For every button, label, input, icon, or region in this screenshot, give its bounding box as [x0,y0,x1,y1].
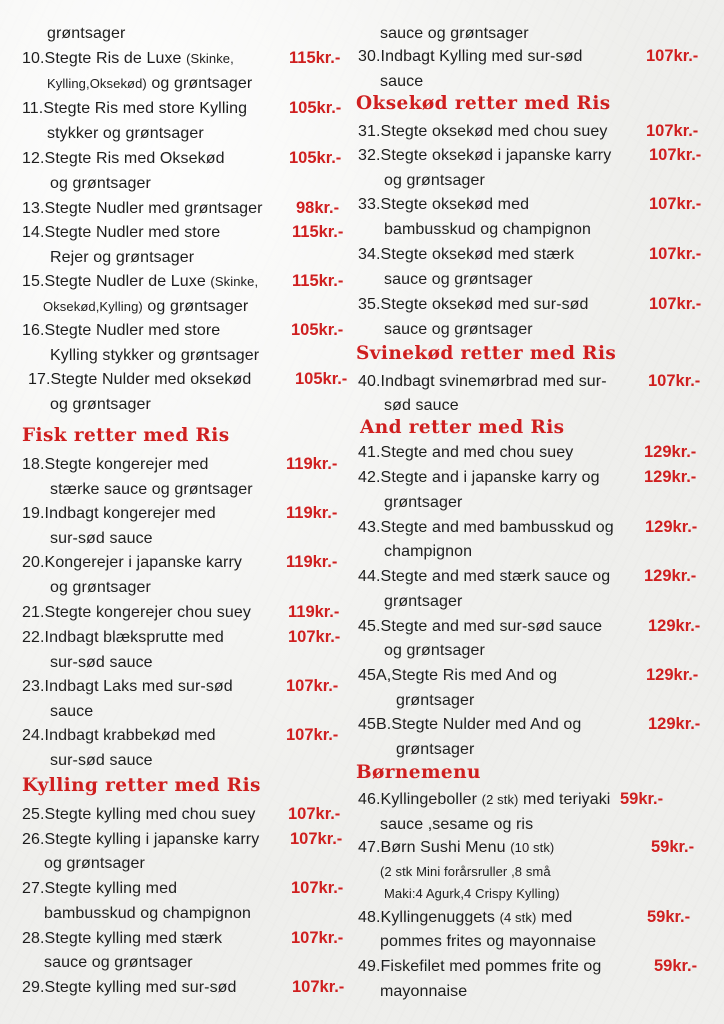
item-text: med [536,909,573,926]
menu-item-line: grøntsager [47,25,126,42]
section-heading-svinekod: Svinekød retter med Ris [356,343,617,364]
price-31: 107kr.- [646,122,699,140]
price-45a: 129kr.- [646,666,699,684]
menu-item-42-line2: grøntsager [384,494,463,511]
menu-item-22-line2: sur-sød sauce [50,654,153,671]
menu-item-47-note2: Maki:4 Agurk,4 Crispy Kylling) [384,886,560,901]
price-20: 119kr.- [286,553,338,571]
menu-item-19-line2: sur-sød sauce [50,530,153,547]
price-21: 119kr.- [288,603,340,621]
menu-item-27: 27.Stegte kylling med [22,880,178,897]
menu-item-30-line2: sauce [380,73,424,90]
price-30: 107kr.- [646,47,699,65]
menu-item-13: 13.Stegte Nudler med grøntsager [22,200,263,217]
menu-item-43-line2: champignon [384,543,473,560]
menu-item-33: 33.Stegte oksekød med [358,196,530,213]
menu-item-18-line2: stærke sauce og grøntsager [50,481,253,498]
menu-item-42: 42.Stegte and i japanske karry og [358,469,600,486]
item-text: 48.Kyllingenuggets [358,909,500,926]
item-text: og grøntsager [142,298,249,315]
menu-item-23: 23.Indbagt Laks med sur-sød [22,678,233,695]
menu-item-25: 25.Stegte kylling med chou suey [22,806,256,823]
price-19: 119kr.- [286,504,338,522]
item-note: (4 stk) [499,910,537,925]
menu-item-14: 14.Stegte Nudler med store [22,224,221,241]
price-24: 107kr.- [286,726,339,744]
price-16: 105kr.- [291,321,344,339]
item-text: 10.Stegte Ris de Luxe [22,50,187,67]
menu-item-18: 18.Stegte kongerejer med [22,456,209,473]
price-40: 107kr.- [648,372,701,390]
menu-item-21: 21.Stegte kongerejer chou suey [22,604,251,621]
price-14: 115kr.- [292,223,344,241]
price-17: 105kr.- [295,370,348,388]
price-35: 107kr.- [649,295,702,313]
price-45b: 129kr.- [648,715,701,733]
price-29: 107kr.- [292,978,345,996]
menu-item-17-line2: og grøntsager [50,396,151,413]
menu-item-43: 43.Stegte and med bambusskud og [358,519,614,536]
price-13: 98kr.- [296,199,340,217]
item-text: 15.Stegte Nudler de Luxe [22,273,211,290]
menu-item-40-line2: sød sauce [384,397,459,414]
menu-item-41: 41.Stegte and med chou suey [358,444,574,461]
menu-item-29: 29.Stegte kylling med sur-sød [22,979,237,996]
menu-item-line: sauce og grøntsager [380,25,529,42]
menu-item-10 [22,49,234,68]
item-text: 47.Børn Sushi Menu [358,839,511,856]
price-18: 119kr.- [286,455,338,473]
menu-item-15 [22,272,258,291]
price-28: 107kr.- [291,929,344,947]
item-text: 46.Kyllingeboller [358,791,482,808]
price-26: 107kr.- [290,830,343,848]
price-23: 107kr.- [286,677,339,695]
price-46: 59kr.- [620,790,664,808]
price-42: 129kr.- [644,468,697,486]
menu-item-44: 44.Stegte and med stærk sauce og [358,568,611,585]
menu-item-44-line2: grøntsager [384,593,463,610]
price-34: 107kr.- [649,245,702,263]
menu-item-46 [358,790,610,809]
menu-item-26: 26.Stegte kylling i japanske karry [22,831,260,848]
price-45: 129kr.- [648,617,701,635]
menu-item-45a-line2: grøntsager [396,692,475,709]
menu-item-12: 12.Stegte Ris med Oksekød [22,150,225,167]
item-note: (Skinke, [210,274,259,289]
menu-item-11: 11.Stegte Ris med store Kylling [22,100,248,117]
price-44: 129kr.- [644,567,697,585]
menu-item-33-line2: bambusskud og champignon [384,221,591,238]
price-41: 129kr.- [644,443,697,461]
price-32: 107kr.- [649,146,702,164]
menu-item-23-line2: sauce [50,703,94,720]
menu-item-20: 20.Kongerejer i japanske karry [22,554,243,571]
menu-item-32: 32.Stegte oksekød i japanske karry [358,147,612,164]
item-note: (2 stk) [481,792,519,807]
section-heading-bornemenu: Børnemenu [356,762,481,783]
item-text: og grøntsager [146,75,253,92]
menu-item-31: 31.Stegte oksekød med chou suey [358,123,608,140]
menu-item-32-line2: og grøntsager [384,172,485,189]
menu-item-12-line2: og grøntsager [50,175,151,192]
menu-item-45: 45.Stegte and med sur-sød sauce [358,618,603,635]
menu-item-34: 34.Stegte oksekød med stærk [358,246,575,263]
menu-item-46-line2: sauce ,sesame og ris [380,816,534,833]
menu-item-34-line2: sauce og grøntsager [384,271,533,288]
price-15: 115kr.- [292,272,344,290]
section-heading-oksekod: Oksekød retter med Ris [356,93,611,114]
menu-item-35: 35.Stegte oksekød med sur-sød [358,296,589,313]
menu-item-28: 28.Stegte kylling med stærk [22,930,223,947]
menu-item-15-line2 [43,297,248,316]
menu-item-20-line2: og grøntsager [50,579,151,596]
price-11: 105kr.- [289,99,342,117]
price-48: 59kr.- [647,908,691,926]
menu-item-24: 24.Indbagt krabbekød med [22,727,216,744]
price-43: 129kr.- [645,518,698,536]
price-25: 107kr.- [288,805,341,823]
menu-item-16: 16.Stegte Nudler med store [22,322,221,339]
menu-item-35-line2: sauce og grøntsager [384,321,533,338]
menu-item-47 [358,838,554,857]
menu-item-45b-line2: grøntsager [396,741,475,758]
menu-item-17: 17.Stegte Nulder med oksekød [28,371,252,388]
price-47: 59kr.- [651,838,695,856]
price-22: 107kr.- [288,628,341,646]
menu-item-45-line2: og grøntsager [384,642,485,659]
price-10: 115kr.- [289,49,341,67]
price-12: 105kr.- [289,149,342,167]
menu-item-28-line2: sauce og grøntsager [44,954,193,971]
menu-item-48 [358,908,572,927]
menu-item-16-line2: Kylling stykker og grøntsager [50,347,260,364]
menu-item-49: 49.Fiskefilet med pommes frite og [358,958,602,975]
menu-item-10-line2 [47,74,252,93]
item-note: Oksekød,Kylling) [43,299,143,314]
menu-item-27-line2: bambusskud og champignon [44,905,251,922]
menu-item-14-line2: Rejer og grøntsager [50,249,195,266]
menu-item-30: 30.Indbagt Kylling med sur-sød [358,48,583,65]
menu-item-24-line2: sur-sød sauce [50,752,153,769]
item-note: (Skinke, [186,51,234,66]
section-heading-fisk: Fisk retter med Ris [22,425,230,446]
section-heading-kylling: Kylling retter med Ris [22,775,261,796]
menu-item-40: 40.Indbagt svinemørbrad med sur- [358,373,607,390]
menu-item-11-line2: stykker og grøntsager [47,125,204,142]
item-note: (10 stk) [510,840,555,855]
item-note: Kylling,Oksekød) [47,76,147,91]
menu-item-49-line2: mayonnaise [380,983,468,1000]
menu-item-45a: 45A,Stegte Ris med And og [358,667,558,684]
section-heading-and: And retter med Ris [360,417,565,438]
menu-item-47-note1: (2 stk Mini forårsruller ,8 små [380,864,551,879]
menu-item-48-line2: pommes frites og mayonnaise [380,933,597,950]
menu-item-19: 19.Indbagt kongerejer med [22,505,216,522]
price-49: 59kr.- [654,957,698,975]
price-33: 107kr.- [649,195,702,213]
menu-item-26-line2: og grøntsager [44,855,145,872]
price-27: 107kr.- [291,879,344,897]
menu-item-45b: 45B.Stegte Nulder med And og [358,716,582,733]
menu-item-22: 22.Indbagt blæksprutte med [22,629,224,646]
item-text: med teriyaki [518,791,611,808]
